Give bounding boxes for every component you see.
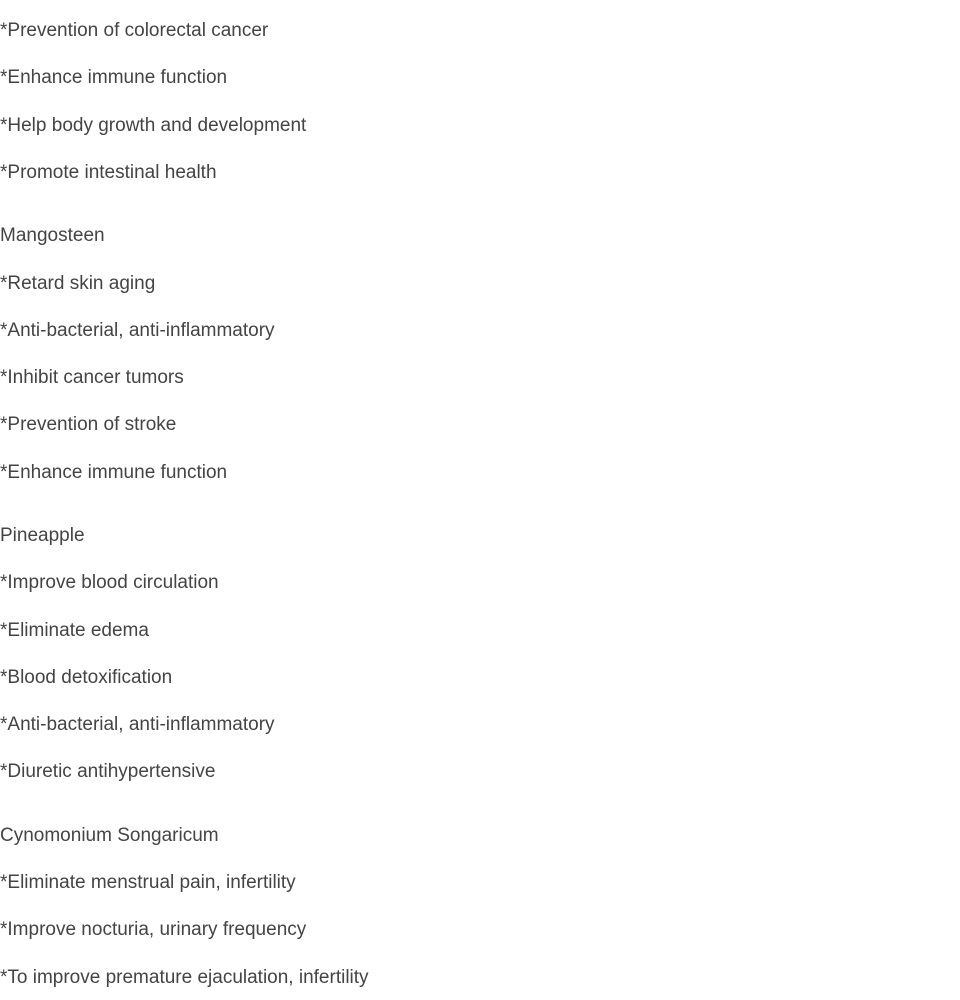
mangosteen-item: *Enhance immune function xyxy=(0,462,228,483)
section-title-mangosteen: Mangosteen xyxy=(0,225,105,246)
pineapple-item: *Anti-bacterial, anti-inflammatory xyxy=(0,714,275,735)
cynomonium-item: *Improve nocturia, urinary frequency xyxy=(0,919,307,940)
pineapple-item: *Improve blood circulation xyxy=(0,572,219,593)
pineapple-item: *Eliminate edema xyxy=(0,620,149,641)
mangosteen-item: *Retard skin aging xyxy=(0,273,156,294)
cynomonium-item: *Eliminate menstrual pain, infertility xyxy=(0,872,296,893)
intro-item: *Enhance immune function xyxy=(0,67,228,88)
cynomonium-item: *To improve premature ejaculation, infertility xyxy=(0,967,369,988)
section-title-pineapple: Pineapple xyxy=(0,525,85,546)
pineapple-item: *Blood detoxification xyxy=(0,667,173,688)
intro-item: *Help body growth and development xyxy=(0,115,307,136)
mangosteen-item: *Anti-bacterial, anti-inflammatory xyxy=(0,320,275,341)
mangosteen-item: *Inhibit cancer tumors xyxy=(0,367,184,388)
intro-item: *Promote intestinal health xyxy=(0,162,217,183)
mangosteen-item: *Prevention of stroke xyxy=(0,414,177,435)
pineapple-item: *Diuretic antihypertensive xyxy=(0,761,216,782)
intro-item: *Prevention of colorectal cancer xyxy=(0,20,269,41)
section-title-cynomonium: Cynomonium Songaricum xyxy=(0,825,219,846)
